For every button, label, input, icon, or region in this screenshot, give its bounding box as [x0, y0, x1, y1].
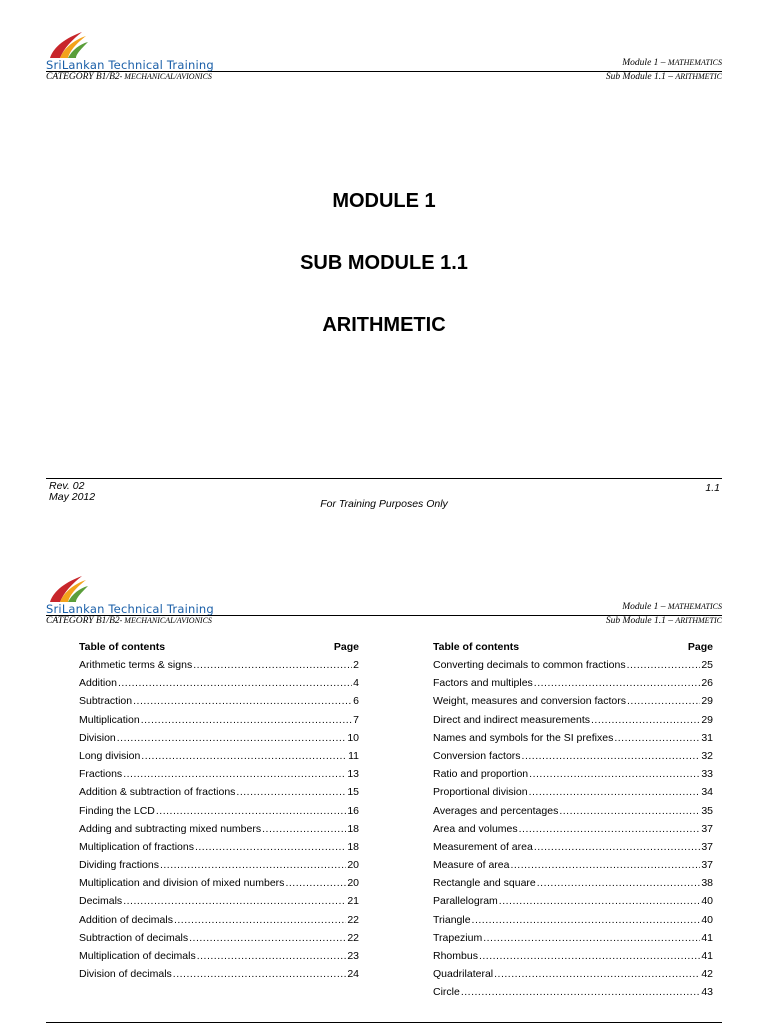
toc-entry-page: 43: [701, 986, 713, 999]
toc-leader-dots: [479, 947, 700, 965]
toc-leader-dots: [614, 729, 700, 747]
toc-entry-page: 40: [701, 895, 713, 908]
toc-entry[interactable]: [433, 929, 713, 947]
toc-leader-dots: [117, 729, 347, 747]
footer-rule: [46, 478, 722, 479]
toc-leader-dots: [461, 983, 700, 1001]
toc-entry[interactable]: [79, 947, 359, 965]
toc-entry-page: 29: [701, 695, 713, 708]
toc-entry-page: 37: [701, 859, 713, 872]
toc-entry[interactable]: [433, 856, 713, 874]
category-sub: - MECHANICAL/AVIONICS: [119, 616, 212, 625]
toc-entry[interactable]: [79, 656, 359, 674]
toc-entry-title: Arithmetic terms & signs: [79, 659, 193, 671]
logo-text: SriLankan Technical Training: [46, 58, 214, 72]
toc-leader-dots: [483, 929, 700, 947]
title-submodule: SUB MODULE 1.1: [300, 252, 468, 274]
brand-logo-2: [46, 572, 214, 616]
toc-entry[interactable]: [79, 729, 359, 747]
toc-leader-dots: [189, 929, 346, 947]
toc-left: [79, 638, 359, 983]
logo-text: SriLankan Technical Training: [46, 602, 214, 616]
bird-logo-icon: [46, 28, 96, 60]
toc-entry[interactable]: [79, 711, 359, 729]
toc-entry-page: 29: [701, 713, 713, 726]
module-label: [622, 58, 722, 68]
toc-entry[interactable]: [79, 783, 359, 801]
category-sub: - MECHANICAL/AVIONICS: [119, 72, 212, 81]
toc-entry[interactable]: [433, 656, 713, 674]
toc-entry-title: Measurement of area: [433, 840, 533, 853]
toc-entry-title: Addition & subtraction of fractions: [79, 786, 236, 799]
toc-entry[interactable]: [79, 929, 359, 947]
toc-entry-title: Long division: [79, 749, 141, 762]
toc-entry-page: 20: [347, 859, 359, 872]
toc-entry[interactable]: [433, 692, 713, 710]
submodule-main: Sub Module 1.1 –: [605, 616, 673, 626]
toc-entry-page: 42: [701, 968, 713, 981]
toc-entry-page: 15: [347, 786, 359, 799]
toc-entry-title: Ratio and proportion: [433, 768, 529, 781]
toc-entry[interactable]: [433, 892, 713, 910]
toc-entry-title: Names and symbols for the SI prefixes: [433, 731, 614, 744]
category-label: [46, 72, 212, 82]
module-sub: MATHEMATICS: [667, 58, 722, 67]
toc-entry[interactable]: [79, 747, 359, 765]
toc-entry-title: Multiplication: [79, 713, 140, 726]
toc-entry-title: Weight, measures and conversion factors: [433, 695, 626, 708]
submodule-sub: ARITHMETIC: [675, 72, 722, 81]
toc-leader-dots: [195, 838, 346, 856]
toc-entry-page: 40: [701, 913, 713, 926]
toc-entry[interactable]: [79, 965, 359, 983]
toc-entry-title: Rhombus: [433, 950, 478, 962]
toc-entry-title: Factors and multiples: [433, 677, 533, 690]
toc-leader-dots: [173, 965, 347, 983]
toc-entry[interactable]: [79, 874, 359, 892]
toc-leader-dots: [627, 656, 701, 674]
toc-entry-title: Converting decimals to common fractions: [433, 659, 626, 671]
toc-heading: Table of contents: [433, 641, 520, 653]
module-main: Module 1 –: [622, 602, 666, 612]
toc-heading: Table of contents: [79, 641, 166, 653]
submodule-sub: ARITHMETIC: [675, 616, 722, 625]
toc-leader-dots: [236, 783, 346, 801]
toc-entry-page: 2: [353, 659, 359, 671]
toc-leader-dots: [627, 692, 700, 710]
toc-entry-page: 35: [701, 804, 713, 817]
toc-entry-page: 33: [701, 768, 713, 781]
toc-page-heading: Page: [333, 641, 359, 653]
toc-entry[interactable]: [433, 674, 713, 692]
toc-leader-dots: [529, 783, 701, 801]
toc-entry-title: Direct and indirect measurements: [433, 713, 590, 726]
toc-entry-page: 24: [347, 968, 359, 981]
toc-entry-page: 22: [347, 913, 359, 926]
category-main: CATEGORY B1/B2: [46, 616, 120, 626]
toc-entry-page: 32: [701, 749, 713, 762]
toc-entry[interactable]: [433, 911, 713, 929]
toc-leader-dots: [262, 820, 346, 838]
category-main: CATEGORY B1/B2: [46, 72, 120, 82]
toc-entry-page: 13: [347, 768, 359, 781]
toc-entry-page: 6: [353, 695, 359, 708]
training-note: For Training Purposes Only: [320, 498, 448, 510]
toc-entry-page: 18: [347, 822, 359, 835]
toc-entry-title: Area and volumes: [433, 822, 518, 835]
toc-leader-dots: [174, 911, 346, 929]
toc-entry[interactable]: [433, 838, 713, 856]
toc-page-heading: Page: [687, 641, 713, 653]
toc-entry[interactable]: [79, 765, 359, 783]
toc-entry-page: 34: [701, 786, 713, 799]
toc-leader-dots: [156, 802, 346, 820]
module-label-2: [622, 602, 722, 612]
toc-leader-dots: [285, 874, 346, 892]
toc-entry-page: 21: [347, 895, 359, 908]
toc-entry[interactable]: [79, 911, 359, 929]
toc-entry[interactable]: [79, 692, 359, 710]
toc-entry[interactable]: [433, 874, 713, 892]
toc-entry[interactable]: [433, 783, 713, 801]
toc-entry-title: Addition of decimals: [79, 913, 173, 926]
toc-entry-page: 10: [347, 731, 359, 744]
toc-entry-page: 31: [701, 731, 713, 744]
toc-leader-dots: [529, 765, 700, 783]
toc-leader-dots: [559, 802, 700, 820]
footer-rule-2: [46, 1022, 722, 1023]
toc-entry-page: 41: [701, 931, 713, 944]
revision: Rev. 02: [49, 480, 85, 492]
toc-entry[interactable]: [433, 747, 713, 765]
toc-leader-dots: [522, 747, 701, 765]
toc-entry[interactable]: [433, 820, 713, 838]
toc-entry-page: 7: [353, 713, 359, 726]
toc-entry[interactable]: [433, 947, 713, 965]
submodule-label: [606, 72, 722, 82]
toc-entry-title: Conversion factors: [433, 749, 521, 762]
toc-entry[interactable]: [79, 674, 359, 692]
toc-entry-page: 20: [347, 877, 359, 890]
toc-leader-dots: [123, 892, 346, 910]
toc-leader-dots: [519, 820, 701, 838]
toc-entry[interactable]: [79, 892, 359, 910]
toc-leader-dots: [494, 965, 700, 983]
toc-entry-page: 23: [347, 950, 359, 962]
toc-entry[interactable]: [433, 711, 713, 729]
title-arithmetic: ARITHMETIC: [322, 314, 446, 336]
toc-entry[interactable]: [433, 765, 713, 783]
toc-entry-title: Triangle: [433, 913, 471, 926]
toc-leader-dots: [510, 856, 700, 874]
toc-entry[interactable]: [79, 838, 359, 856]
module-sub: MATHEMATICS: [667, 602, 722, 611]
toc-entry[interactable]: [79, 802, 359, 820]
toc-entry-page: 37: [701, 822, 713, 835]
toc-entry[interactable]: [79, 820, 359, 838]
toc-entry-title: Addition: [79, 677, 117, 690]
toc-leader-dots: [141, 711, 352, 729]
toc-entry-title: Fractions: [79, 768, 123, 781]
toc-entry-title: Subtraction of decimals: [79, 931, 189, 944]
toc-entry-page: 18: [347, 840, 359, 853]
toc-leader-dots: [499, 892, 701, 910]
toc-entry-title: Multiplication and division of mixed numbers: [79, 877, 285, 890]
toc-header: [433, 638, 713, 656]
toc-entry-title: Subtraction: [79, 695, 133, 708]
toc-entry-page: 4: [353, 677, 359, 690]
toc-entry[interactable]: [433, 802, 713, 820]
toc-entry-title: Rectangle and square: [433, 877, 536, 890]
toc-entry-title: Parallelogram: [433, 895, 498, 908]
revision-date: May 2012: [49, 491, 96, 503]
toc-right: [433, 638, 713, 1002]
toc-entry-page: 37: [701, 840, 713, 853]
toc-entry[interactable]: [433, 729, 713, 747]
toc-entry-page: 25: [701, 659, 713, 671]
toc-entry[interactable]: [79, 856, 359, 874]
toc-header: [79, 638, 359, 656]
toc-entry-title: Averages and percentages: [433, 804, 559, 817]
toc-entry-title: Circle: [433, 986, 460, 999]
toc-leader-dots: [193, 656, 352, 674]
toc-entry-title: Multiplication of fractions: [79, 840, 194, 853]
bird-logo-icon: [46, 572, 96, 604]
toc-entry-title: Finding the LCD: [79, 804, 155, 817]
toc-entry-page: 38: [701, 877, 713, 890]
toc-leader-dots: [197, 947, 347, 965]
page-number: 1.1: [705, 482, 720, 494]
toc-leader-dots: [591, 711, 700, 729]
toc-entry-title: Quadrilateral: [433, 968, 494, 981]
toc-entry[interactable]: [433, 983, 713, 1001]
toc-leader-dots: [118, 674, 352, 692]
toc-entry-title: Dividing fractions: [79, 859, 159, 872]
toc-entry-page: 11: [348, 749, 359, 762]
toc-leader-dots: [133, 692, 352, 710]
toc-entry-page: 41: [701, 950, 713, 962]
toc-leader-dots: [537, 874, 701, 892]
toc-leader-dots: [472, 911, 701, 929]
category-label-2: [46, 616, 212, 626]
toc-entry-title: Division: [79, 731, 116, 744]
toc-entry-page: 26: [701, 677, 713, 690]
toc-leader-dots: [123, 765, 346, 783]
submodule-label-2: [606, 616, 722, 626]
title-module: MODULE 1: [332, 190, 436, 212]
toc-leader-dots: [534, 674, 701, 692]
submodule-main: Sub Module 1.1 –: [605, 72, 673, 82]
toc-entry-title: Division of decimals: [79, 968, 172, 981]
toc-entry-title: Trapezium: [433, 931, 483, 944]
toc-entry-page: 22: [347, 931, 359, 944]
toc-entry[interactable]: [433, 965, 713, 983]
toc-entry-title: Multiplication of decimals: [79, 950, 196, 962]
toc-entry-title: Decimals: [79, 895, 123, 908]
brand-logo: [46, 28, 214, 72]
toc-leader-dots: [160, 856, 346, 874]
toc-leader-dots: [141, 747, 347, 765]
module-main: Module 1 –: [622, 58, 666, 68]
toc-entry-title: Adding and subtracting mixed numbers: [79, 822, 262, 835]
toc-entry-title: Proportional division: [433, 786, 528, 799]
toc-entry-title: Measure of area: [433, 859, 510, 872]
toc-leader-dots: [534, 838, 701, 856]
toc-entry-page: 16: [347, 804, 359, 817]
